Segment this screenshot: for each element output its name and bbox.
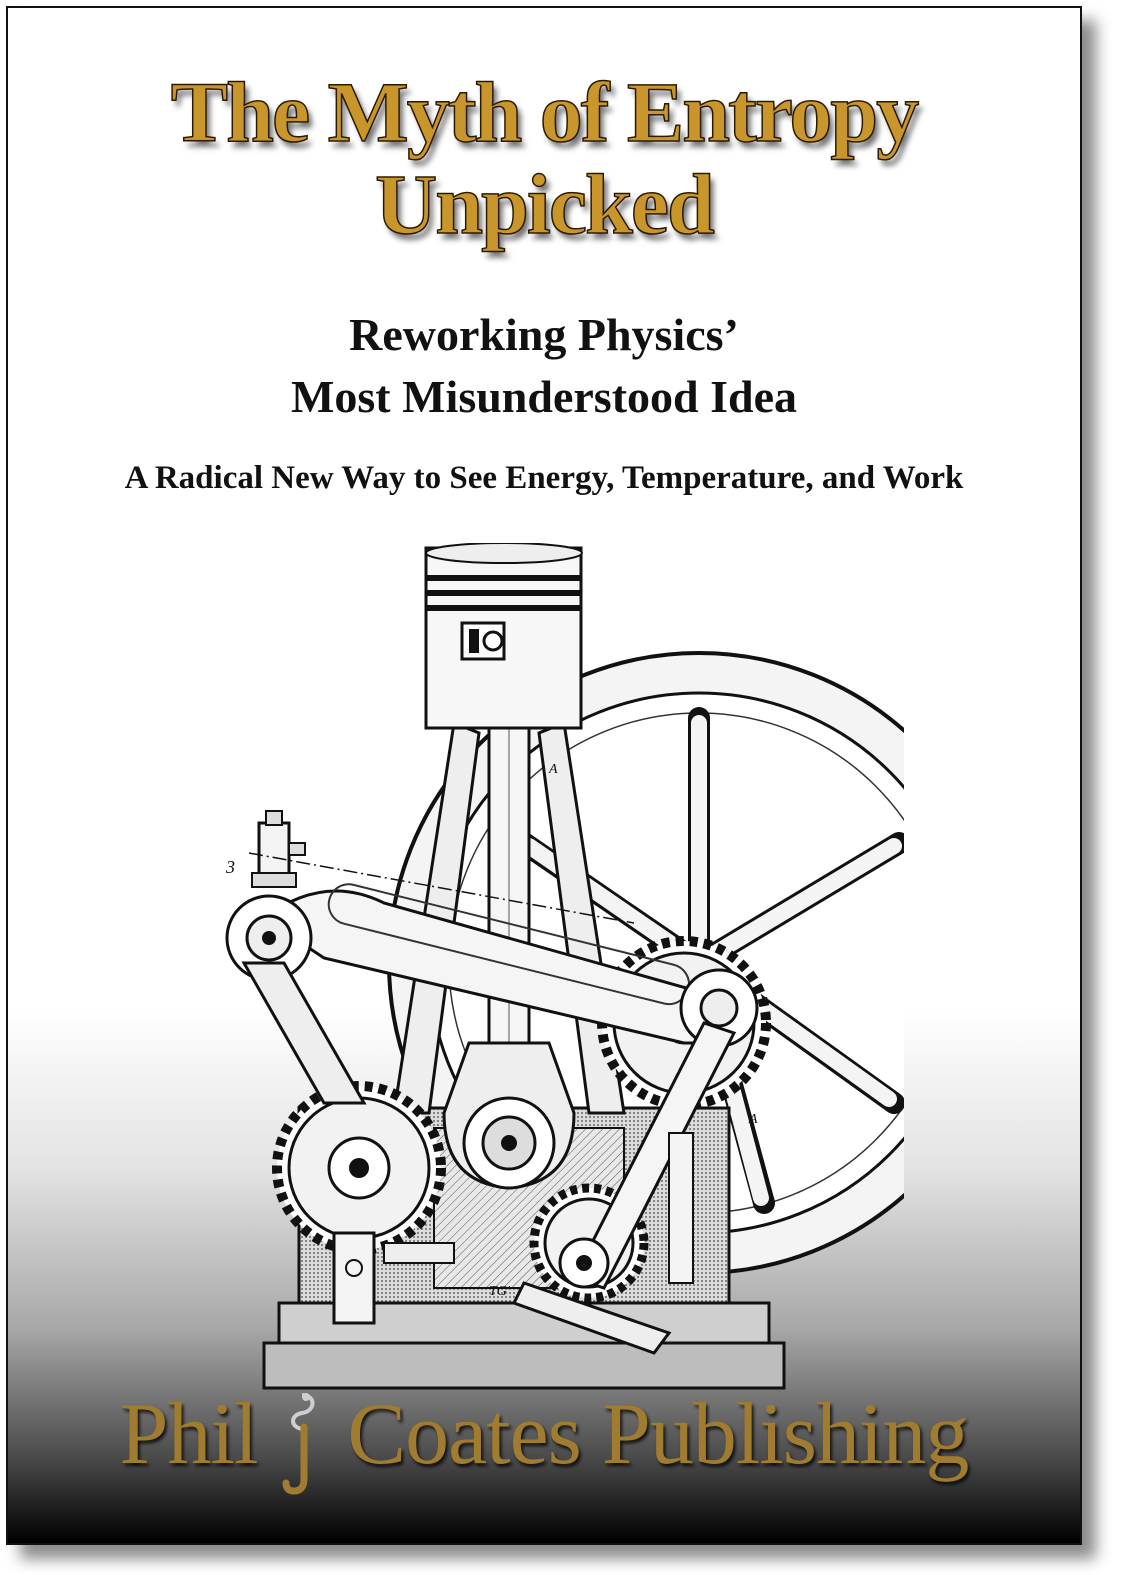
governor-valve: [252, 811, 305, 887]
publisher-name-part1: Phil: [119, 1386, 258, 1483]
snake-staff-icon: [282, 1387, 322, 1499]
subtitle-line2: Most Misunderstood Idea: [290, 371, 798, 422]
publisher-logo: [8, 1380, 1080, 1499]
book-title-line2: Unpicked: [375, 156, 713, 252]
left-gear: [277, 1086, 441, 1250]
right-vertical-rod: [669, 1133, 693, 1283]
illustration-label-tg: TG': [489, 1284, 510, 1299]
tagline: A Radical New Way to See Energy, Temperature, and Work: [124, 460, 964, 496]
left-support-arm: [244, 963, 364, 1103]
publisher-name-part2: Coates Publishing: [347, 1386, 969, 1483]
piston: [426, 543, 582, 728]
engine-illustration: [204, 543, 904, 1398]
illustration-label-a2: A: [749, 1112, 758, 1127]
illustration-label-a1: A: [549, 762, 558, 777]
subtitle-line1: Reworking Physics’: [349, 309, 739, 360]
illustration-label-3: 3: [226, 857, 235, 877]
book-cover: [6, 6, 1082, 1545]
crank-housing: [444, 1043, 574, 1188]
book-title-line1: The Myth of Entropy: [170, 64, 918, 160]
